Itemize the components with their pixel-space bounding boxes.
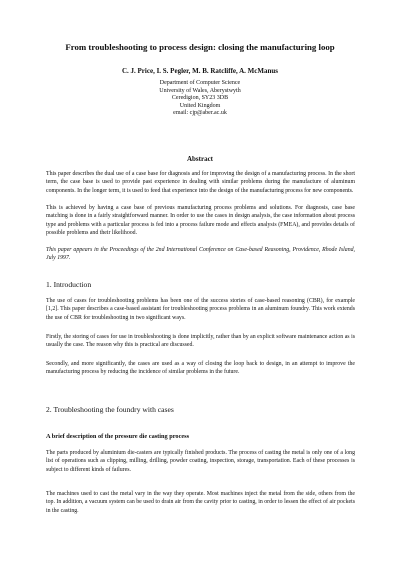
section-1-heading: 1. Introduction — [46, 280, 92, 289]
intro-paragraph-1: The use of cases for troubleshooting problems has been one of the success stories of case-based reasoning (CBR), for example [1,2]. This paper describes a case-based assistant for troubleshooting process problems in an aluminum foundry. This work extends the use of CBR for troubleshooting in two significant ways. — [46, 298, 355, 321]
author-list: C. J. Price, I. S. Pegler, M. B. Ratcliffe, A. McManus — [121, 67, 279, 75]
section-2-paragraph-1: The parts produced by aluminium die-casters are typically finished products. The process of casting the metal is only one of a long list of operations such as clipping, milling, drilling, powder coating, inspection, storage, transportation. Each of these processes is subject to different kinds of failures. — [46, 450, 355, 473]
intro-paragraph-3: Secondly, and more significantly, the cases are used as a way of closing the loop back to design, in an attempt to improve the manufacturing process by reducing the incidence of similar problems in the future. — [46, 361, 355, 376]
university: University of Wales, Aberystwyth — [159, 87, 241, 94]
abstract-heading: Abstract — [186, 155, 214, 163]
subsection-heading: A brief description of the pressure die casting process — [46, 433, 190, 440]
town: Ceredigion, SY23 3DB — [171, 95, 229, 102]
affiliation-block — [20, 80, 380, 118]
email: email: cjp@aber.ac.uk — [173, 110, 227, 117]
country: United Kingdom — [179, 102, 221, 109]
section-2-heading: 2. Troubleshooting the foundry with cases — [46, 405, 174, 414]
paper-title: From troubleshooting to process design: closing the manufacturing loop — [65, 42, 335, 52]
abstract-paragraph-1: This paper describes the dual use of a case base for diagnosis and for improving the design of a manufacturing process. In the short term, the case base is used to provide past experience in dealing with similar problems during the manufacture of aluminum components. In the longer term, it is used to feed that experience into the design of the manufacturing process for new components. — [46, 171, 355, 194]
intro-paragraph-2: Firstly, the storing of cases for use in troubleshooting is done implicitly, rather than by an explicit software maintenance action as is usually the case. The reason why this is practical are discussed. — [46, 334, 355, 349]
section-2-paragraph-2: The machines used to cast the metal vary in the way they operate. Most machines inject the metal from the side, others from the top. In addition, a vacuum system can be used to drain air from the cavity prior to casting, in order to lessen the effect of air pockets in the casting. — [46, 491, 355, 514]
publication-note: This paper appears in the Proceedings of the 2nd International Conference on Case-based Reasoning, Providence, Rhode Island, July 1997. — [46, 247, 355, 262]
department: Department of Computer Science — [159, 80, 241, 86]
abstract-paragraph-2: This is achieved by having a case base of previous manufacturing process problems and solutions. For diagnosis, case base matching is done in a fairly straightforward manner. In order to use the cases in design analysis, the case information about process type and problems with a particular process is fed into a process failure mode and effects analysis (FMEA), and provides details of possible problems and their likelihood. — [46, 205, 355, 237]
